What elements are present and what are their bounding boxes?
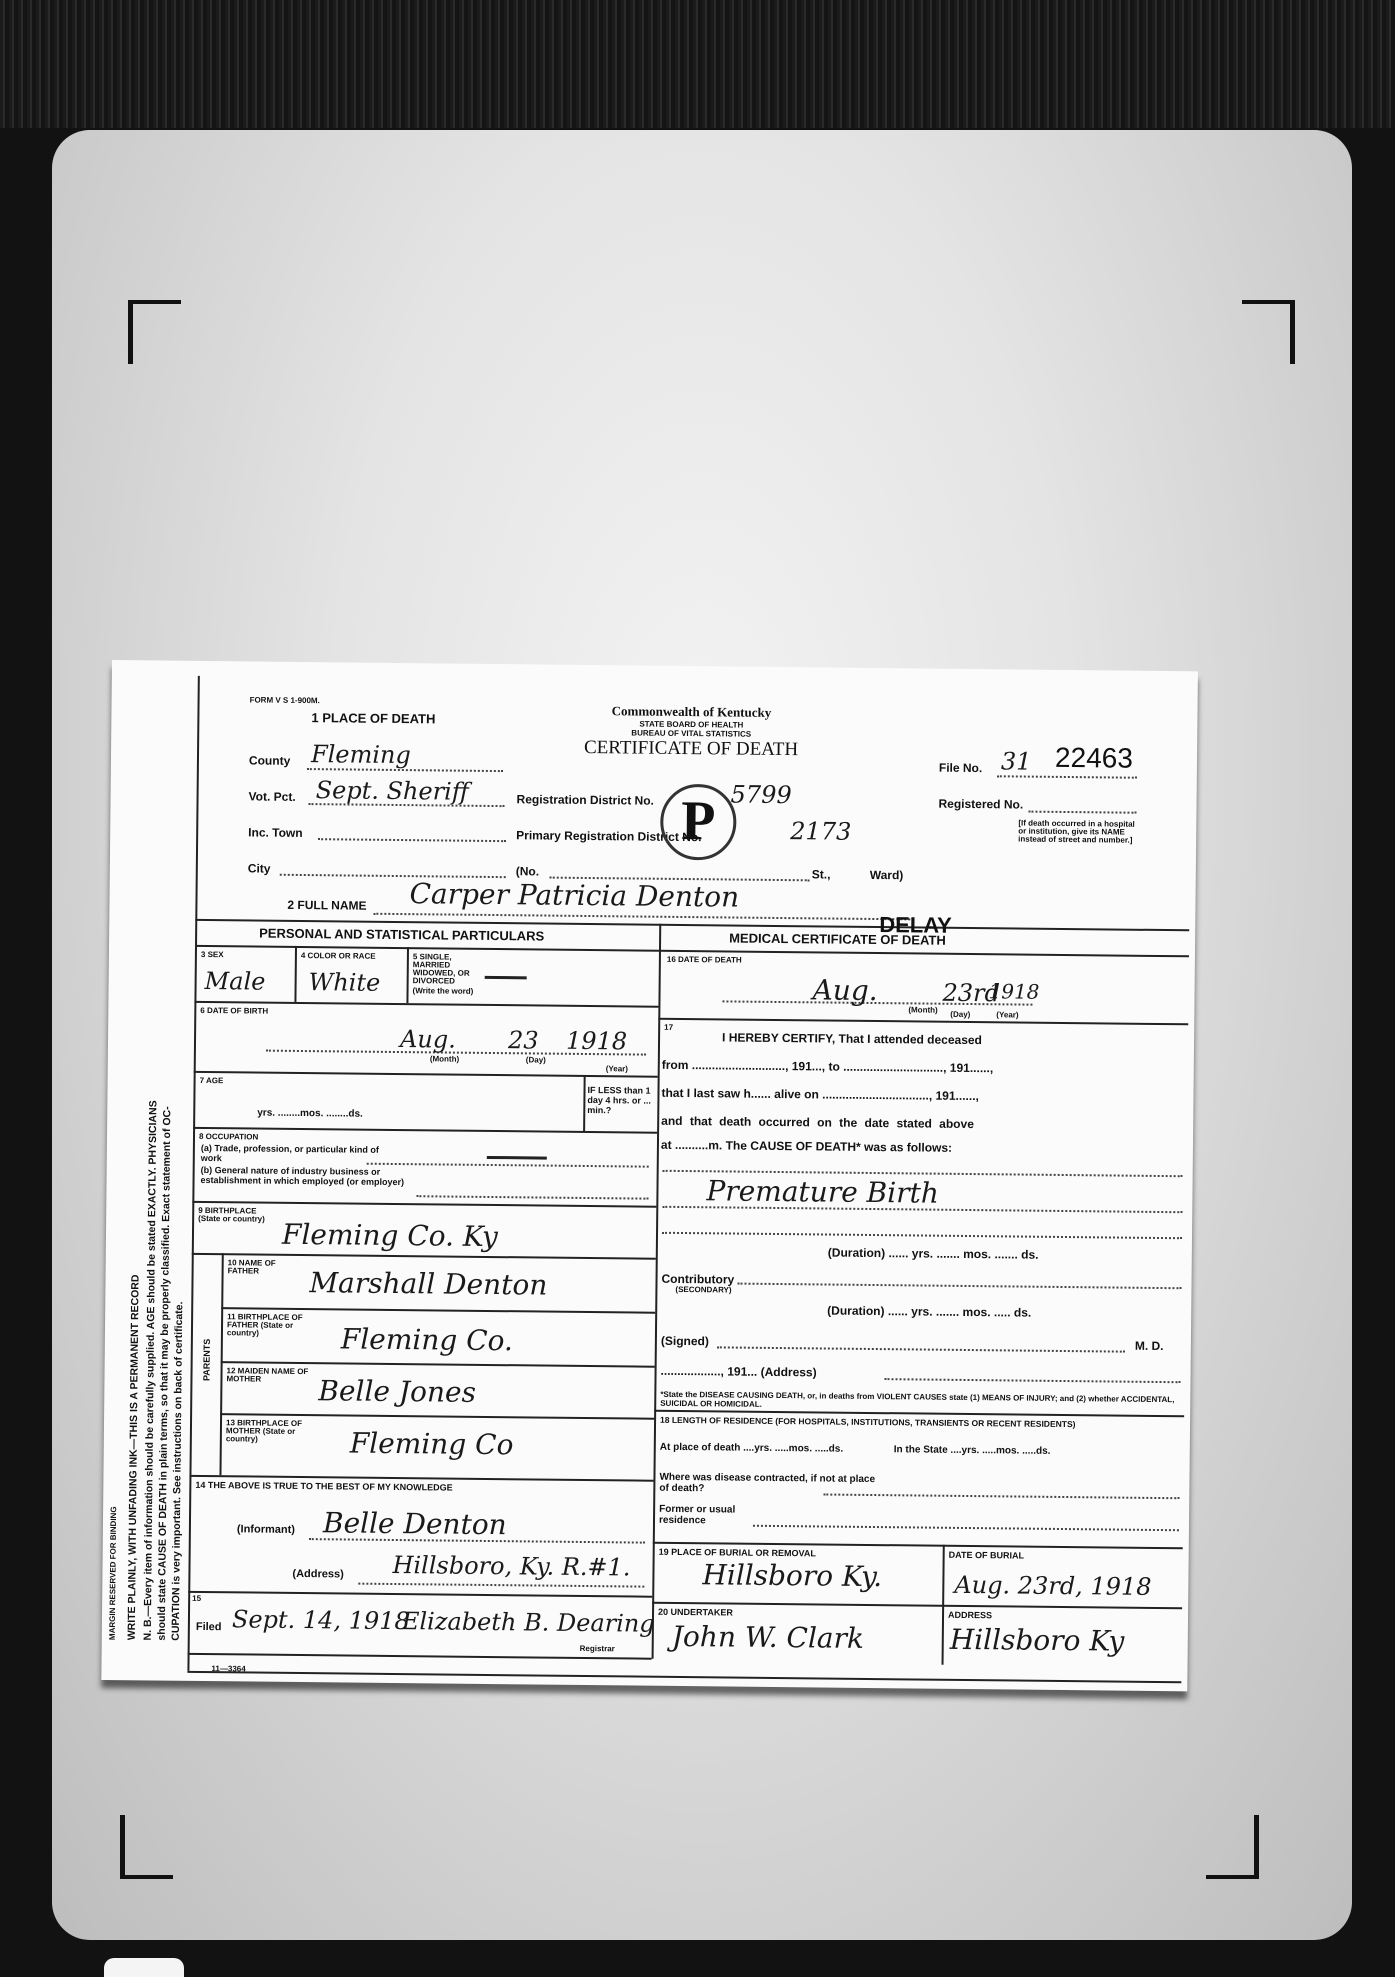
board-title: STATE BOARD OF HEALTH — [639, 719, 744, 730]
age-divider — [583, 1075, 586, 1131]
death-year: 1918 — [988, 979, 1040, 1004]
file-no-label: File No. — [938, 760, 983, 776]
age-units: yrs. ........mos. ........ds. — [257, 1107, 363, 1120]
cause-line-3 — [662, 1232, 1182, 1239]
address-label: (Address) — [292, 1567, 344, 1581]
mother-value: Belle Jones — [318, 1374, 477, 1409]
filed-date: Sept. 14, 1918 — [231, 1605, 410, 1636]
occupation-a: (a) Trade, profession, or particular kind of work — [200, 1142, 379, 1164]
occupation-b: (b) General nature of industry business or establishment in which employed (or employer) — [200, 1164, 405, 1188]
informant-heading: 14 THE ABOVE IS TRUE TO THE BEST OF MY KNOWLEDGE — [195, 1479, 453, 1493]
informant-value: Belle Denton — [322, 1506, 507, 1542]
undertaker-address: Hillsboro Ky — [949, 1622, 1125, 1658]
signed-label: (Signed) — [660, 1333, 709, 1349]
certify-text: I HEREBY CERTIFY, That I attended deceased — [722, 1030, 982, 1048]
death-day: 23rd — [942, 978, 1001, 1008]
occurred-line: and that death occurred on the date stated above — [661, 1113, 974, 1132]
color-divider — [406, 947, 409, 1003]
crop-mark-top-right — [1242, 300, 1295, 364]
bottom-tab — [104, 1958, 184, 1977]
full-name-value: Carper Patricia Denton — [409, 877, 740, 914]
street-no-label: (No. — [515, 864, 540, 879]
marital-dash — [485, 976, 527, 979]
contributory-line — [737, 1283, 1181, 1290]
personal-rule — [195, 945, 659, 952]
undertaker-label: 20 UNDERTAKER — [658, 1606, 733, 1618]
certificate-header — [531, 702, 852, 761]
from-line: from ............................, 191..., to .............................., 191......, — [661, 1057, 994, 1076]
death-year-caption: (Year) — [996, 1010, 1019, 1020]
full-name-line — [373, 913, 913, 921]
age-label: 7 AGE — [199, 1075, 224, 1086]
vot-pct-line — [308, 803, 504, 807]
informant-line — [309, 1538, 645, 1544]
address-value: Hillsboro, Ky. R.#1. — [392, 1550, 631, 1582]
sex-value: Male — [204, 966, 266, 996]
med-address-line — [885, 1378, 1181, 1383]
p-stamp: P — [660, 784, 737, 861]
marital-label: 5 SINGLE, MARRIED WIDOWED, OR DIVORCED — [412, 952, 470, 986]
reg-district-label: Registration District No. — [516, 792, 654, 808]
side-instruction-1: WRITE PLAINLY, WITH UNFADING INK—THIS IS A PERMANENT RECORD — [125, 1274, 142, 1641]
registrar-label: Registrar — [579, 1643, 615, 1654]
primary-district-value: 2173 — [790, 817, 852, 846]
certificate-title: CERTIFICATE OF DEATH — [583, 736, 799, 761]
where-contracted: Where was disease contracted, if not at place of death? — [659, 1471, 876, 1495]
city-label: City — [247, 861, 271, 876]
dob-month-caption: (Month) — [429, 1054, 460, 1064]
ward-label: Ward) — [869, 867, 904, 883]
row-rule-10 — [188, 1591, 652, 1598]
death-month-caption: (Month) — [908, 1005, 938, 1015]
dob-day: 23 — [507, 1026, 539, 1055]
mother-birth-value: Fleming Co — [349, 1426, 514, 1462]
occupation-line-b — [416, 1195, 648, 1199]
row-rule-11 — [188, 1653, 652, 1660]
occupation-dash — [487, 1156, 547, 1160]
former-residence-line — [753, 1525, 1179, 1531]
cause-footnote: *State the DISEASE CAUSING DEATH, or, in deaths from VIOLENT CAUSES state (1) MEANS OF INJURY; and (2) whether ACCIDENTAL, SUICIDAL OR HOMICIDAL. — [660, 1389, 1175, 1409]
registrar-signature: Elizabeth B. Dearing — [401, 1607, 655, 1638]
delay-stamp: DELAY — [879, 912, 952, 938]
burial-date: Aug. 23rd, 1918 — [954, 1570, 1152, 1601]
file-number: 22463 — [1054, 741, 1134, 774]
file-prefix: 31 — [1000, 747, 1032, 776]
signed-line — [717, 1346, 1125, 1352]
dob-day-caption: (Day) — [525, 1055, 546, 1065]
burial-value: Hillsboro Ky. — [702, 1558, 883, 1594]
registered-no-label: Registered No. — [938, 796, 1024, 812]
residence-at-place: At place of death ....yrs. .....mos. .....ds. — [659, 1441, 844, 1455]
death-month: Aug. — [812, 973, 878, 1008]
vot-pct-value: Sept. Sheriff — [315, 776, 469, 806]
father-birth-value: Fleming Co. — [340, 1322, 514, 1358]
primary-district-label: Primary Registration District No. — [516, 828, 702, 845]
cause-line: at ..........m. The CAUSE OF DEATH* was as follows: — [660, 1137, 953, 1155]
mother-birth-label: 13 BIRTHPLACE OF MOTHER (State or country) — [225, 1418, 303, 1444]
reg-district-value: 5799 — [730, 780, 792, 810]
full-name-label: 2 FULL NAME — [287, 897, 367, 913]
father-label: 10 NAME OF FATHER — [227, 1258, 276, 1276]
registered-no-line — [1028, 811, 1136, 814]
death-day-caption: (Day) — [950, 1009, 971, 1020]
color-label: 4 COLOR OR RACE — [300, 950, 376, 961]
county-value: Fleming — [310, 740, 411, 770]
form-code: FORM V S 1-900M. — [249, 695, 320, 706]
side-instruction-2: N. B.—Every item of information should be carefully supplied. AGE should be stated EXACTLY. PHYSICIANS — [141, 1100, 160, 1641]
birthplace-value: Fleming Co. Ky — [281, 1217, 499, 1254]
dob-year-caption: (Year) — [605, 1064, 629, 1074]
crop-mark-bottom-right — [1206, 1815, 1259, 1879]
occupation-label: 8 OCCUPATION — [198, 1131, 259, 1142]
sex-label: 3 SEX — [200, 949, 224, 960]
residence-label: 18 LENGTH OF RESIDENCE (FOR HOSPITALS, INSTITUTIONS, TRANSIENTS OR RECENT RESIDENTS) — [660, 1414, 1076, 1430]
scan-border-noise — [0, 0, 1395, 128]
undertaker-value: John W. Clark — [671, 1619, 865, 1655]
certify-number: 17 — [664, 1022, 674, 1032]
side-instruction-4: CUPATION is very important. See instructions on back of certificate. — [169, 1301, 186, 1641]
duration-2: (Duration) ...... yrs. ....... mos. ..... ds. — [827, 1303, 1032, 1320]
inc-town-line — [318, 838, 506, 842]
county-label: County — [248, 753, 291, 768]
age-note: IF LESS than 1 day 4 hrs. or ... min.? — [587, 1085, 651, 1116]
undertaker-address-label: ADDRESS — [947, 1609, 993, 1621]
residence-in-state: In the State ....yrs. .....mos. .....ds. — [893, 1444, 1051, 1457]
vot-pct-label: Vot. Pct. — [248, 789, 296, 804]
father-value: Marshall Denton — [309, 1266, 548, 1302]
contributory-label: Contributory — [661, 1271, 735, 1287]
where-contracted-line — [823, 1493, 1179, 1499]
date-of-death-label: 16 DATE OF DEATH — [666, 954, 742, 965]
crop-mark-bottom-left — [120, 1815, 173, 1879]
place-heading: 1 PLACE OF DEATH — [311, 710, 436, 727]
burial-date-label: DATE OF BURIAL — [948, 1549, 1025, 1561]
dob-label: 6 DATE OF BIRTH — [200, 1005, 269, 1016]
address-line-med: .................., 191... (Address) — [660, 1363, 817, 1380]
item-15: 15 — [192, 1593, 202, 1603]
address-line — [358, 1583, 644, 1588]
informant-label: (Informant) — [236, 1523, 296, 1536]
side-instruction-3: should state CAUSE OF DEATH in plain terms, so that it may be properly classified. Exact statement of OC- — [155, 1106, 174, 1641]
sex-divider — [294, 946, 297, 1002]
form-footer: 11—3364 — [211, 1664, 246, 1674]
filed-label: Filed — [195, 1620, 222, 1634]
st-label: St., — [811, 867, 831, 882]
state-title: Commonwealth of Kentucky — [611, 703, 772, 720]
burial-label: 19 PLACE OF BURIAL OR REMOVAL — [658, 1546, 816, 1559]
county-line — [307, 768, 503, 772]
medical-heading: MEDICAL CERTIFICATE OF DEATH — [729, 930, 946, 948]
dob-month: Aug. — [399, 1025, 456, 1054]
bureau-title: BUREAU OF VITAL STATISTICS — [631, 728, 752, 739]
crop-mark-top-left — [128, 300, 181, 364]
cause-of-death: Premature Birth — [706, 1174, 940, 1210]
personal-heading: PERSONAL AND STATISTICAL PARTICULARS — [259, 925, 545, 944]
parents-label: PARENTS — [201, 1338, 212, 1382]
medical-rule-2 — [658, 1018, 1188, 1026]
color-value: White — [308, 968, 381, 997]
md-label: M. D. — [1134, 1338, 1164, 1354]
marital-note: (Write the word) — [412, 986, 474, 996]
death-certificate — [101, 660, 1198, 1691]
last-saw-line: that I last saw h...... alive on ................................, 191......, — [661, 1085, 979, 1104]
duration-1: (Duration) ...... yrs. ....... mos. ....... ds. — [827, 1245, 1039, 1262]
dob-year: 1918 — [565, 1026, 628, 1056]
inc-town-label: Inc. Town — [248, 825, 303, 841]
file-no-line — [997, 775, 1137, 778]
hospital-note: [If death occurred in a hospital or institution, give its NAME instead of street and number.] — [1018, 818, 1135, 845]
mother-label: 12 MAIDEN NAME OF MOTHER — [226, 1366, 309, 1384]
former-residence: Former or usual residence — [658, 1503, 736, 1527]
bottom-rule — [187, 1671, 1181, 1683]
birthplace-label: 9 BIRTHPLACE (State or country) — [198, 1205, 265, 1224]
secondary-label: (SECONDARY) — [675, 1284, 732, 1295]
row-rule-2 — [194, 1071, 658, 1078]
father-birth-label: 11 BIRTHPLACE OF FATHER (State or country) — [226, 1312, 303, 1338]
binding-margin-note: MARGIN RESERVED FOR BINDING — [107, 1506, 119, 1641]
row-rule-3 — [193, 1127, 657, 1134]
